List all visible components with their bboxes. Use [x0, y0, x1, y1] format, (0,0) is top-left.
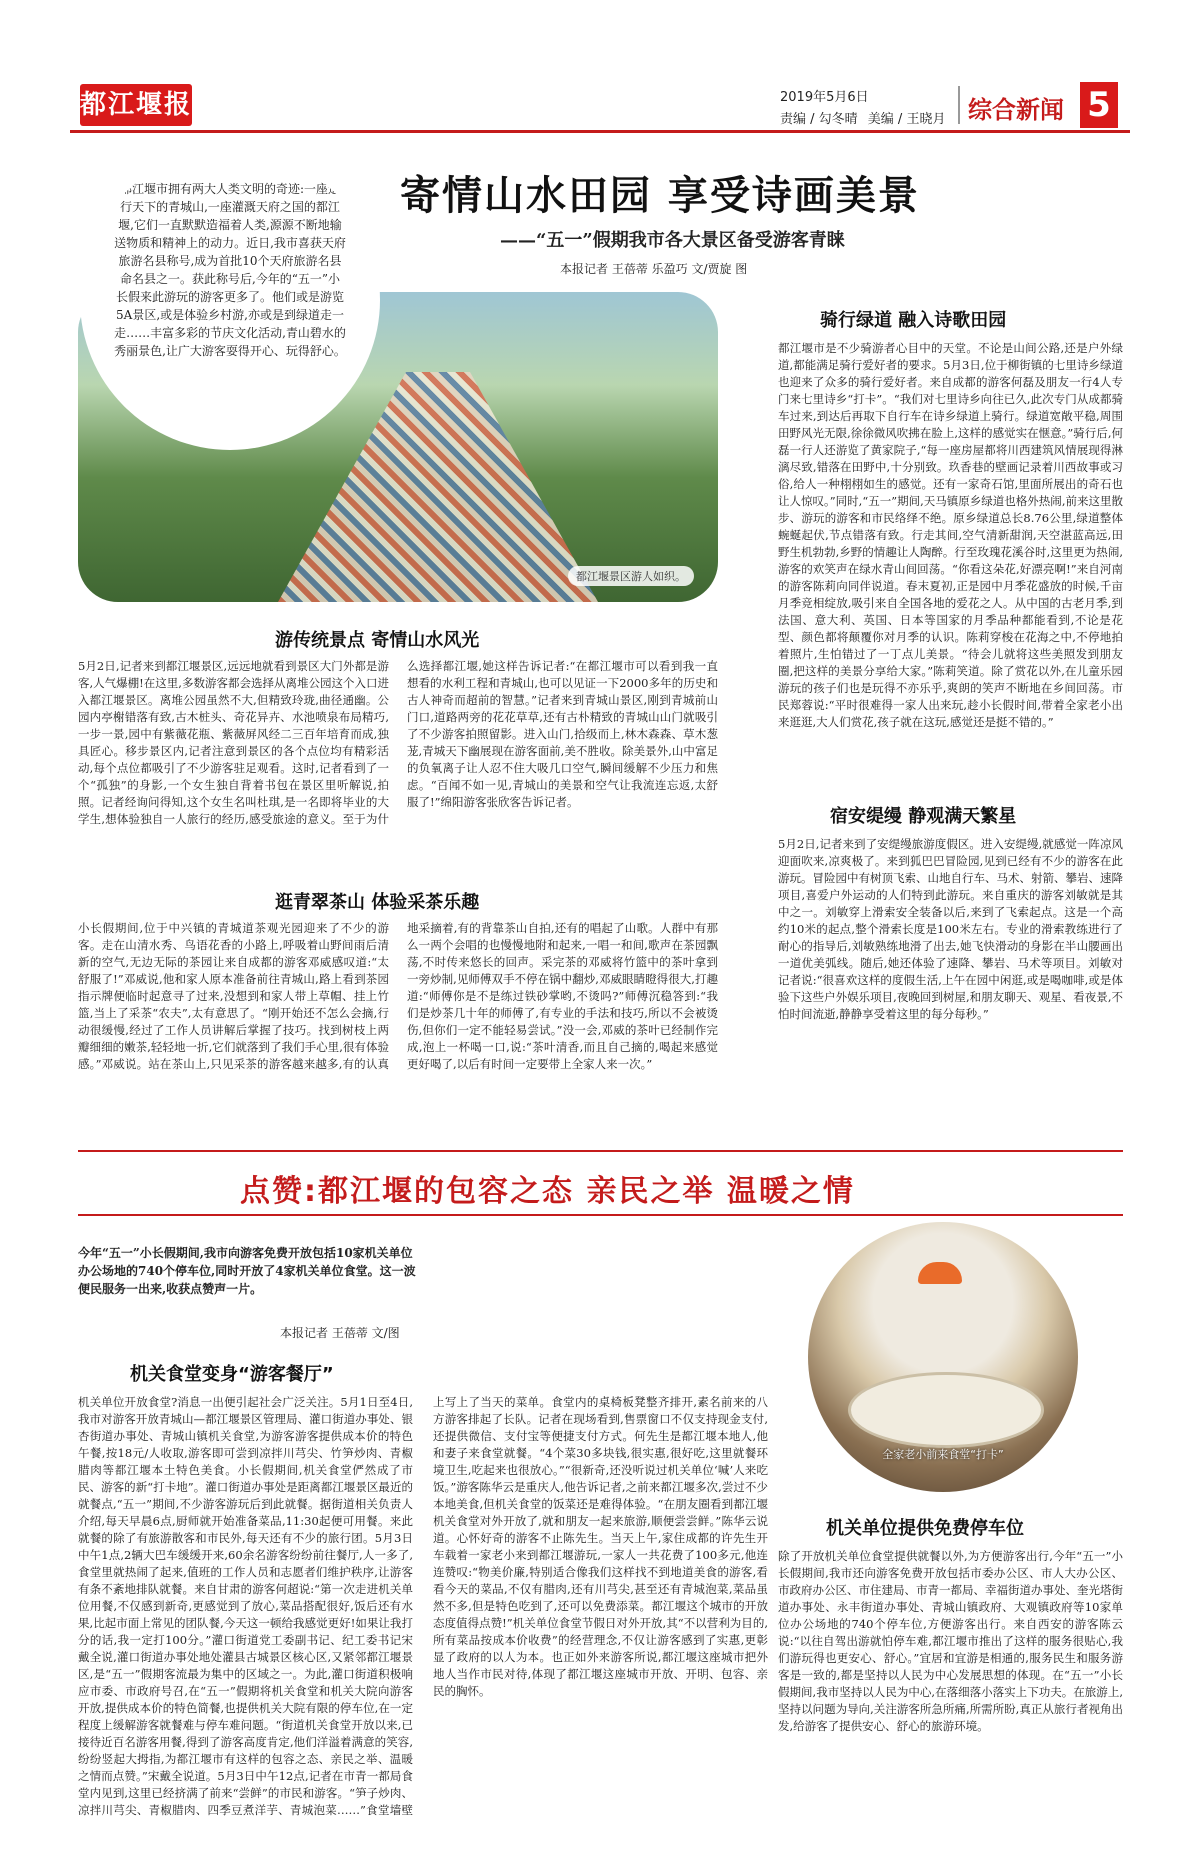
article-body: 5月2日,记者来到都江堰景区,远远地就看到景区大门外都是游客,人气爆棚!在这里,多数游客都会选择从离堆公园这个入口进入都江堰景区。离堆公园虽然不大,但精致玲珑,曲径通幽。公园内亭榭错落有致,古木桩头、奇花异卉、水池喷泉布局精巧,一步一景,园中有紫薇花瓶、紫薇屏风经二三百年培育而成,独具匠心。移步景区内,记者注意到景区的各个点位均有精彩活动,每个点位都吸引了不少游客驻足观看。这时,记者看到了一个“孤独”的身影,一个女生独自背着书包在景区里听解说,拍照。记者经询问得知,这个女生名叫杜琪,是一名即将毕业的大学生,想体验独自一人旅行的经历,感受旅途的意义。至于为什么选择都江堰,她这样告诉记者:“在都江堰市可以看到我一直想看的水利工程和青城山,也可以见证一下2000多年的历史和古人神奇而超前的智慧。”记者来到青城山景区,刚到青城前山门口,道路两旁的花花草草,还有古朴精致的青城山山门就吸引了不少游客拍照留影。进入山门,拾级而上,林木森森、草木葱茏,青城天下幽展现在游客面前,美不胜收。除美景外,山中富足的负氧离子让人忍不住大吸几口空气,瞬间缓解不少压力和焦虑。“百闻不如一见,青城山的美景和空气让我流连忘返,太舒服了!”绵阳游客张欣客告诉记者。 — [78, 659, 718, 826]
page-number: 5 — [1080, 82, 1118, 128]
editor-credits — [780, 108, 951, 127]
feature-banner: 点赞:都江堰的包容之态 亲民之举 温暖之情 — [240, 1174, 855, 1209]
photo-caption: 全家老小前来食堂“打卡” — [882, 1448, 1004, 1461]
photo-caption: 都江堰景区游人如织。 — [568, 566, 694, 586]
masthead-rule — [70, 130, 1130, 133]
article-body: 都江堰市是不少骑游者心目中的天堂。不论是山间公路,还是户外绿道,都能满足骑行爱好者的要求。5月3日,位于柳街镇的七里诗乡绿道也迎来了众多的骑行爱好者。来自成都的游客何磊及朋友一行4人专门来七里诗乡“打卡”。“我们对七里诗乡向往已久,此次专门从成都骑车过来,到达后再取下自行车在诗乡绿道上骑行。绿道宽敞平稳,周围田野风光无限,徐徐微风吹拂在脸上,这样的感觉实在惬意。”骑行后,何磊一行人还游览了黄家院子,“每一座房屋都将川西建筑风情展现得淋漓尽致,错落在田野中,十分别致。玖香巷的壁画记录着川西故事或习俗,给人一种栩栩如生的感觉。还有一家奇石馆,里面所展出的奇石也让人惊叹。”同时,“五一”期间,天马镇原乡绿道也格外热闹,前来这里散步、游玩的游客和市民络绎不绝。原乡绿道总长8.76公里,绿道整体蜿蜒起伏,节点错落有致。行走其间,空气清新甜润,天空湛蓝高远,田野生机勃勃,乡野的情趣让人陶醉。行至玫瑰花溪谷时,这里更为热闹,游客的欢笑声在绿水青山间回荡。“你看这朵花,好漂亮啊!”来自河南的游客陈莉向同伴说道。春末夏初,正是园中月季花盛放的时候,千亩月季竞相绽放,吸引来自全国各地的爱花之人。从中国的古老月季,到法国、意大利、英国、日本等国家的月季品种都能看到,不论是花型、颜色都将颠覆你对月季的认识。陈莉穿梭在花海之中,不停地拍着照片,生怕错过了一丁点儿美景。“待会儿就将这些美照发到朋友圈,把这样的美景分享给大家。”陈莉笑道。除了赏花以外,在儿童乐园游玩的孩子们也是玩得不亦乐乎,爽朗的笑声不断地在乡间回荡。市民郑蓉说:“平时很难得一家人出来玩,趁小长假时间,带着全家老小出来逛逛,大人们赏花,孩子就在这玩,感觉还是挺不错的。” — [778, 341, 1123, 729]
feature-byline: 本报记者 王蓓蒂 文/图 — [280, 1326, 400, 1340]
article-body: 机关单位开放食堂?消息一出便引起社会广泛关注。5月1日至4日,我市对游客开放青城山—都江堰景区管理局、灌口街道办事处、银杏街道办事处、青城山镇机关食堂,为游客游客提供成本价的特色午餐,按18元/人收取,游客即可尝到凉拌川芎尖、竹笋炒肉、青椒腊肉等都江堰本土特色美食。小长假期间,机关食堂俨然成了市民、游客的新“打卡地”。灌口街道办事处是距离都江堰景区最近的就餐点,“五一”期间,不少游客游玩后到此就餐。据街道相关负责人介绍,每天早晨6点,厨师就开始准备菜品,11:30起便可用餐。来此就餐的除了有旅游散客和市民外,每天还有不少的旅行团。5月3日中午1点,2辆大巴车缓缓开来,60余名游客纷纷前往餐厅,人一多了,食堂里就热闹了起来,值班的工作人员和志愿者们维护秩序,让游客有条不紊地排队就餐。来自甘肃的游客何超说:“第一次走进机关单位用餐,不仅感到新奇,更感觉到了放心,菜品搭配很好,饭后还有水果,比起市面上常见的团队餐,今天这一顿给我感觉更好!如果让我打分的话,我一定打100分。”灌口街道党工委副书记、纪工委书记宋戴全说,灌口街道办事处地处灌县古城景区核心区,又紧邻都江堰景区,是“五一”假期客流最为集中的区域之一。为此,灌口街道积极响应市委、市政府号召,在“五一”假期将机关食堂和机关大院向游客开放,提供成本价的特色简餐,也提供机关大院有限的停车位,在一定程度上缓解游客就餐难与停车难问题。“街道机关食堂开放以来,已接待近百名游客用餐,得到了游客高度肯定,他们洋溢着满意的笑容,纷纷竖起大拇指,为都江堰市有这样的包容之态、亲民之举、温暖之情而点赞。”宋戴全说道。5月3日中午12点,记者在市青一都局食堂内见到,这里已经挤满了前来“尝鲜”的市民和游客。“笋子炒肉、凉拌川芎尖、青椒腊肉、四季豆煮洋芋、青城泡菜……”食堂墙壁上写上了当天的菜单。食堂内的桌椅板凳整齐排开,素名前来的八方游客排起了长队。记者在现场看到,售票窗口不仅支持现金支付,还提供微信、支付宝等便捷支付方式。何先生是都江堰本地人,他和妻子来食堂就餐。“4个菜30多块钱,很实惠,很好吃,这里就餐环境卫生,吃起来也很放心。”“很新奇,还没听说过机关单位‘喊’人来吃饭。”游客陈华云是重庆人,他告诉记者,之前来都江堰多次,尝过不少本地美食,但机关食堂的饭菜还是难得体验。“在朋友圈看到都江堰机关食堂对外开放了,就和朋友一起来旅游,顺便尝尝鲜。”陈华云说道。心怀好奇的游客不止陈先生。当天上午,家住成都的许先生开车载着一家老小来到都江堰游玩,一家人一共花费了100多元,他连连赞叹:“物美价廉,特别适合像我们这样找不到地道美食的游客,看看今天的菜品,不仅有腊肉,还有川芎尖,甚至还有青城泡菜,菜品虽然不多,但是特色吃到了,还可以免费添菜。都江堰这个城市的开放态度值得点赞!”机关单位食堂节假日对外开放,其“不以营利为目的,所有菜品按成本价收费”的经营理念,不仅让游客感到了实惠,更彰显了政府的以人为本。也正如外来游客所说,都江堰这座城市把外地人当作市民对待,体现了都江堰这座城市开放、开明、包容、亲民的胸怀。 — [78, 1395, 768, 1817]
article-body: 小长假期间,位于中兴镇的青城道茶观光园迎来了不少的游客。走在山清水秀、鸟语花香的小路上,呼吸着山野间雨后清新的空气,无边无际的茶园让来自成都的游客邓威感叹道:“太舒服了!”邓威说,他和家人原本准备前往青城山,路上看到茶园指示牌便临时起意寻了过来,没想到和家人带上草帽、挂上竹篮,当上了采茶“农夫”,太有意思了。“刚开始还不怎么会摘,行动很缓慢,经过了工作人员讲解后掌握了技巧。找到树枝上两瓣细细的嫩茶,轻轻地一折,它们就落到了我们手心里,很有体验感。”邓威说。站在茶山上,只见采茶的游客越来越多,有的认真地采摘着,有的背靠茶山自拍,还有的唱起了山歌。人群中有那么一两个会唱的也慢慢地附和起来,一唱一和间,歌声在茶园飘荡,不时传来悠长的回声。采完茶的邓威将竹篮中的茶叶拿到一旁炒制,见师傅双手不停在锅中翻炒,邓威眼睛瞪得很大,打趣道:“师傅你是不是练过铁砂掌哟,不烫吗?”师傅沉稳答到:“我们是炒茶几十年的师傅了,有专业的手法和技巧,所以不会被烫伤,但你们一定不能轻易尝试。”没一会,邓威的茶叶已经制作完成,泡上一杯喝一口,说:“茶叶清香,而且自己摘的,喝起来感觉更好喝了,以后有时间一定要带上全家人来一次。” — [78, 921, 718, 1071]
section-title: 逛青翠茶山 体验采茶乐趣 — [275, 892, 480, 913]
section-rule — [78, 1150, 1123, 1152]
dining-table-illustration — [848, 1372, 1044, 1448]
masthead-divider — [958, 86, 960, 124]
article-body: 除了开放机关单位食堂提供就餐以外,为方便游客出行,今年“五一”小长假期间,我市还向游客免费开放包括市委办公区、市人大办公区、市政府办公区、市住建局、市青一都局、幸福街道办事处、奎光塔街道办事处、永丰街道办事处、青城山镇政府、大观镇政府等10家单位办公场地的740个停车位,方便游客出行。来自西安的游客陈云说:“以往自驾出游就怕停车难,都江堰市推出了这样的服务很贴心,我们游玩得也更安心、舒心。”宜居和宜游是相通的,服务民生和服务游客是一致的,都是坚持以人民为中心发展思想的体现。在“五一”小长假期间,我市坚持以人民为中心,在落细落小落实上下功夫。在旅游上,坚持以问题为导向,关注游客所急所痛,所需所盼,真正从旅行者视角出发,给游客了提供安心、舒心的旅游环境。 — [778, 1549, 1123, 1733]
feature-intro: 今年“五一”小长假期间,我市向游客免费开放包括10家机关单位办公场地的740个停车位,同时开放了4家机关单位食堂。这一波便民服务一出来,收获点赞声一片。 — [78, 1246, 416, 1296]
main-headline: 寄情山水田园 享受诗画美景 — [400, 172, 920, 219]
main-subheadline: ——“五一”假期我市各大景区备受游客青睐 — [500, 230, 845, 251]
section-title: 宿安缇缦 静观满天繁星 — [830, 806, 1017, 827]
newspaper-logo: 都江堰报 — [80, 84, 192, 126]
editor-credit: 责编 / 勾冬晴 — [780, 112, 858, 127]
section-title: 游传统景点 寄情山水风光 — [275, 630, 480, 651]
designer-credit: 美编 / 王晓月 — [867, 112, 946, 127]
chef-hat-illustration — [918, 1262, 962, 1284]
section-title: 机关食堂变身“游客餐厅” — [130, 1364, 334, 1385]
issue-date: 2019年5月6日 — [780, 90, 869, 105]
section-name: 综合新闻 — [968, 96, 1064, 124]
section-rule — [78, 1214, 1123, 1216]
section-title: 机关单位提供免费停车位 — [826, 1518, 1024, 1539]
main-byline: 本报记者 王蓓蒂 乐盈巧 文/贾旋 图 — [560, 262, 748, 276]
article-body: 5月2日,记者来到了安缇缦旅游度假区。进入安缇缦,就感觉一阵凉风迎面吹来,凉爽极了。来到狐巴巴冒险园,见到已经有不少的游客在此游玩。冒险园中有树顶飞索、山地自行车、马术、射箭、攀岩、速降项目,喜爱户外运动的人们特到此游玩。来自重庆的游客刘敏就是其中之一。刘敏穿上滑索安全装备以后,来到了飞索起点。这是一个高约10米的起点,整个滑索长度是100米左右。专业的滑索教练进行了耐心的指导后,刘敏熟练地滑了出去,她飞快滑动的身影在半山腰画出一道优美弧线。随后,她还体验了速降、攀岩、马术等项目。刘敏对记者说:“很喜欢这样的度假生活,上午在园中闲逛,或是喝咖啡,或是体验下这些户外娱乐项目,夜晚回到树屋,和朋友聊天、观星、看夜景,不怕时间流逝,静静享受着这里的每分每秒。” — [778, 837, 1123, 1021]
canteen-photo — [808, 1222, 1078, 1492]
section-title: 骑行绿道 融入诗歌田园 — [820, 310, 1007, 331]
intro-lede: 都江堰市拥有两大人类文明的奇迹:一座道行天下的青城山,一座灌溉天府之国的都江堰,它们一直默默造福着人类,源源不断地输送物质和精神上的动力。近日,我市喜获天府旅游名县称号,成为首批10个天府旅游名县命名县之一。获此称号后,今年的“五一”小长假来此游玩的游客更多了。他们或是游览5A景区,或是体验乡村游,亦或是到绿道走一走……丰富多彩的节庆文化活动,青山碧水的秀丽景色,让广大游客耍得开心、玩得舒心。 — [80, 150, 380, 450]
